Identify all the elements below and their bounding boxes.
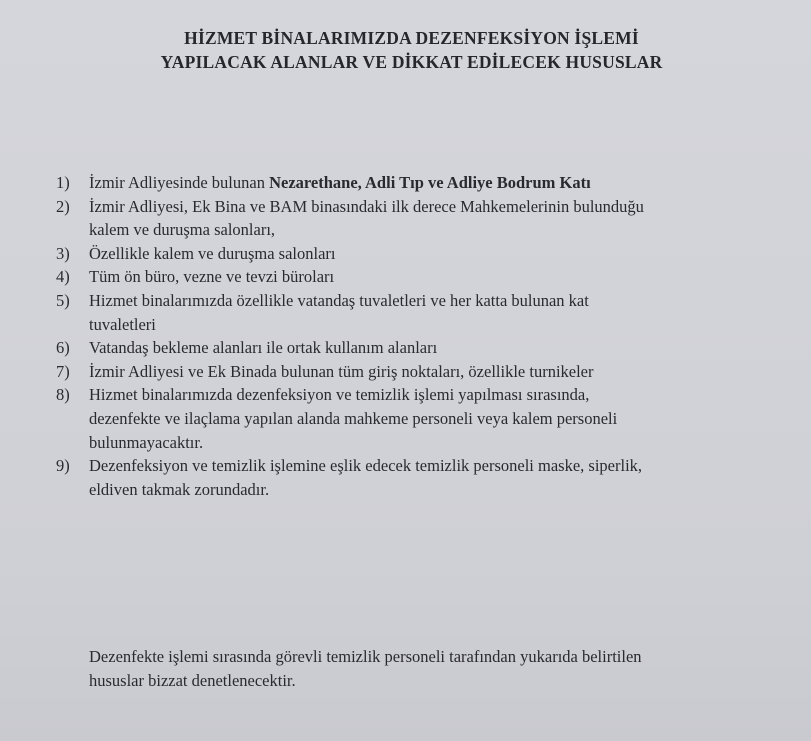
list-item-line-text: Hizmet binalarımızda dezenfeksiyon ve temizlik işlemi yapılması sırasında, [89,385,590,405]
list-item-line-text: bulunmayacaktır. [89,432,204,452]
list-item-line [89,289,786,313]
list-item-number: 2) [56,196,70,216]
list-item [56,383,786,454]
document-title-line-2: YAPILACAK ALANLAR VE DİKKAT EDİLECEK HUSUSLAR [160,52,663,72]
footer-note-line-1: Dezenfekte işlemi sırasında görevli temizlik personeli tarafından yukarıda belirtilen [89,647,642,666]
list-item-line-text: Dezenfeksiyon ve temizlik işlemine eşlik edecek temizlik personeli maske, siperlik, [89,456,643,476]
list-item-line [89,360,786,384]
list-item-text [89,454,786,501]
list-item-text [89,265,786,289]
list-item-text [89,242,786,266]
list-item-line-text: Vatandaş bekleme alanları ile ortak kullanım alanları [89,338,438,358]
footer-note [89,645,789,693]
list-item-text [89,171,786,195]
list-item-number: 9) [56,456,70,476]
list-item-line [89,313,786,337]
list-item-line-text: Özellikle kalem ve duruşma salonları [89,243,336,263]
list-item-line-text: İzmir Adliyesi, Ek Bina ve BAM binasındaki ilk derece Mahkemelerinin bulunduğu [89,196,644,216]
list-item-number: 8) [56,385,70,405]
list-item-line-text: dezenfekte ve ilaçlama yapılan alanda mahkeme personeli veya kalem personeli [89,408,618,428]
list-item [56,289,786,336]
document-title-line-1: HİZMET BİNALARIMIZDA DEZENFEKSİYON İŞLEMİ [184,28,639,48]
list-item-number: 4) [56,267,70,287]
area-list [56,171,786,501]
list-item-line [89,265,786,289]
list-item-line-text: kalem ve duruşma salonları, [89,220,276,240]
list-item-line-text: eldiven takmak zorundadır. [89,479,270,499]
list-item-line-text: İzmir Adliyesinde bulunan [89,173,270,192]
list-item [56,454,786,501]
list-item-line [89,454,786,478]
list-item-line [89,242,786,266]
list-item-number: 1) [56,173,70,192]
list-item [56,265,786,289]
list-item-line [89,336,786,360]
list-item [56,360,786,384]
list-item-line [89,195,786,219]
list-item-line [89,383,786,407]
list-item-number: 7) [56,361,70,381]
list-item-number: 5) [56,290,70,310]
list-item-line-text: Tüm ön büro, vezne ve tevzi büroları [89,267,335,287]
list-item-text [89,195,786,242]
list-item-line [89,218,786,242]
list-item [56,242,786,266]
list-item-text [89,336,786,360]
list-item-number: 3) [56,243,70,263]
list-item [56,336,786,360]
list-item-text [89,289,786,336]
list-item-text [89,383,786,454]
list-item-line-text: tuvaletleri [89,314,156,334]
list-item-line-bold-text: Nezarethane, Adli Tıp ve Adliye Bodrum Katı [269,173,591,192]
list-item-line-text: İzmir Adliyesi ve Ek Binada bulunan tüm giriş noktaları, özellikle turnikeler [89,361,594,381]
list-item [56,171,786,195]
list-item-line-text: Hizmet binalarımızda özellikle vatandaş tuvaletleri ve her katta bulunan kat [89,290,589,310]
list-item-line [89,431,786,455]
list-item-number: 6) [56,338,70,358]
list-item-text [89,360,786,384]
list-item-line [89,407,786,431]
list-item-line [89,478,786,502]
list-item [56,195,786,242]
footer-note-line-2: hususlar bizzat denetlenecektir. [89,671,296,690]
list-item-line [89,171,786,195]
